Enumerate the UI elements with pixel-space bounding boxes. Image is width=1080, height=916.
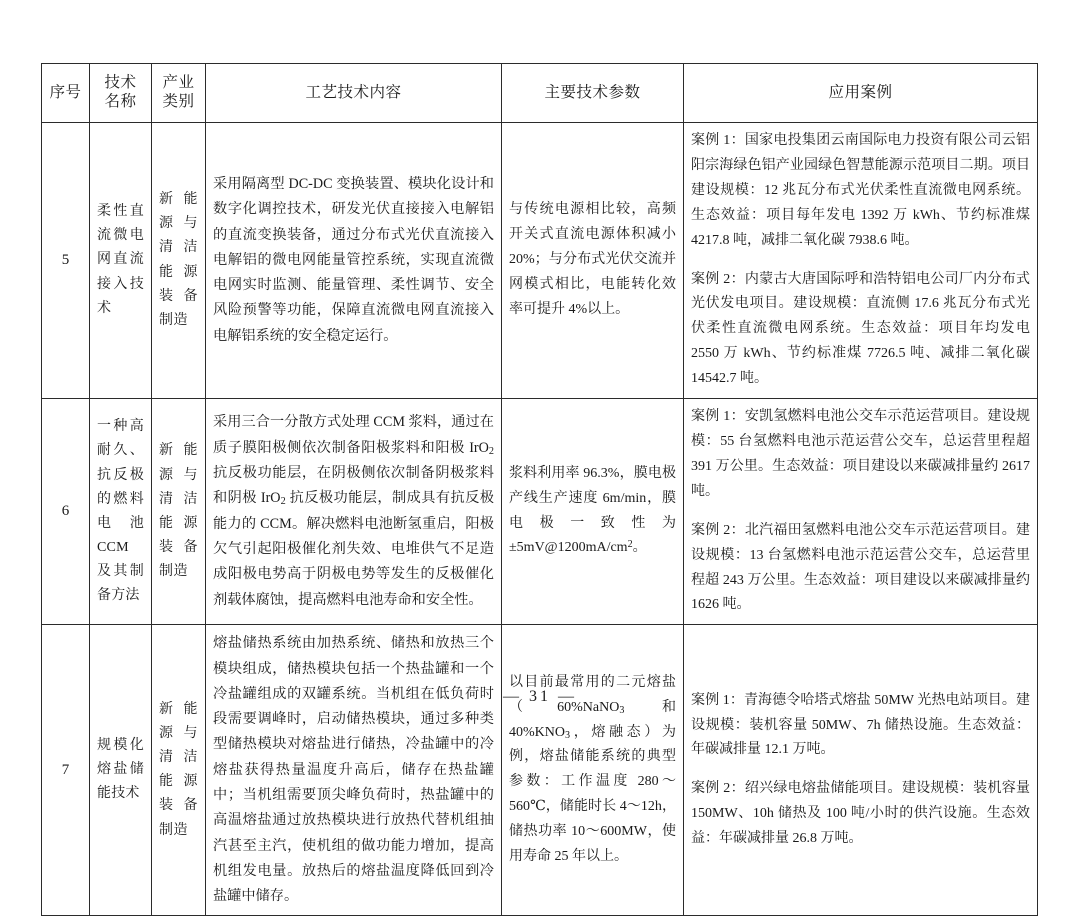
row-index-cell: 5: [42, 123, 90, 399]
tech-name-text: 规模化熔盐储能技术: [97, 738, 144, 802]
row-industry-category-cell: [152, 625, 206, 916]
row-tech-content-cell: 采用三合一分散方式处理 CCM 浆料，通过在质子膜阳极侧依次制备阳极浆料和阳极 IrO$_2$ 抗反极功能层，在阴极侧依次制备阴极浆料和阴极 IrO$_2$ 抗反极功能层，制成具有抗反极能力的 CCM。解决燃料电池断氢重启，阳极欠气引起阳极催化剂失效、电堆供气不足造成阳极电势高于阴极电势等发生的反极催化剂载体腐蚀，提高燃料电池寿命和安全性。: [206, 399, 502, 625]
row-industry-category-cell: [152, 399, 206, 625]
column-header-industry-category-line2: 类别: [162, 93, 195, 110]
row-application-cases-cell: [684, 625, 1038, 916]
column-header-tech-content-line1: 工艺技术内容: [305, 83, 402, 101]
table-row: [42, 625, 1038, 916]
industry-category-text: 新能源与清洁能源装备制造: [159, 192, 198, 328]
column-header-industry-category: [152, 64, 206, 123]
column-header-tech-content: [206, 64, 502, 123]
row-tech-name-cell: [90, 625, 152, 916]
column-header-tech-name: [90, 64, 152, 123]
table-row: [42, 123, 1038, 399]
tech-name-text: 柔性直流微电网直流接入技术: [97, 204, 144, 316]
column-header-tech-name-line1: 技术: [104, 74, 137, 92]
row-tech-content-cell: 采用隔离型 DC-DC 变换装置、模块化设计和数字化调控技术，研发光伏直接接入电解铝的直流变换装备，通过分布式光伏直流接入电解铝的微电网能量管控系统，实现直流微电网实时监测、能量管理、柔性调节、安全风险预警等功能，保障直流微电网直流接入电解铝系统的安全稳定运行。: [206, 123, 502, 399]
application-case-item: 案例 2：内蒙古大唐国际呼和浩特铝电公司厂内分布式光伏发电项目。建设规模：直流侧 17.6 兆瓦分布式光伏柔性直流微电网系统。生态效益：项目年均发电 2550 万 kWh、节约标准煤 7726.5 吨、减排二氧化碳 14542.7 吨。: [691, 271, 1030, 387]
row-index-cell: 6: [42, 399, 90, 625]
row-industry-category-cell: [152, 123, 206, 399]
table-body: [42, 123, 1038, 916]
column-header-index: [42, 64, 90, 123]
industry-category-text: 新能源与清洁能源装备制造: [159, 443, 198, 579]
row-application-cases-cell: [684, 399, 1038, 625]
table-header-row: [42, 64, 1038, 123]
row-key-parameters-cell: 与传统电源相比较，高频开关式直流电源体积减小 20%；与分布式光伏交流并网模式相比，电能转化效率可提升 4%以上。: [502, 123, 684, 399]
row-index-cell: 7: [42, 625, 90, 916]
row-key-parameters-cell: 浆料利用率 96.3%，膜电极产线生产速度 6m/min，膜电极一致性为$\pm 5mV@1200mA/cm^2$。: [502, 399, 684, 625]
industry-category-text: 新能源与清洁能源装备制造: [159, 702, 198, 838]
column-header-index-line1: 序号: [49, 83, 82, 101]
table-header: [42, 64, 1038, 123]
application-case-item: 案例 1：安凯氢燃料电池公交车示范运营项目。建设规模：55 台氢燃料电池示范运营公交车，总运营里程超 391 万公里。生态效益：项目建设以来碳减排量约 2617 吨。: [691, 409, 1030, 499]
row-application-cases-cell: [684, 123, 1038, 399]
column-header-key-parameters: [502, 64, 684, 123]
tech-name-text: 一种高耐久、抗反极的燃料电池 CCM 及其制备方法: [97, 419, 144, 603]
table-row: [42, 399, 1038, 625]
application-case-item: 案例 1：青海德令哈塔式熔盐 50MW 光热电站项目。建设规模：装机容量 50MW、7h 储热设施。生态效益：年碳减排量 12.1 万吨。: [691, 692, 1030, 758]
column-header-application-cases-line1: 应用案例: [828, 83, 893, 101]
application-case-item: 案例 2：北汽福田氢燃料电池公交车示范运营项目。建设规模：13 台氢燃料电池示范运营公交车，总运营里程超 243 万公里。生态效益：项目建设以来碳减排量约 1626 吨。: [691, 522, 1030, 613]
column-header-application-cases: [684, 64, 1038, 123]
column-header-key-parameters-line1: 主要技术参数: [544, 83, 641, 101]
application-case-item: 案例 1：国家电投集团云南国际电力投资有限公司云铝阳宗海绿色铝产业园绿色智慧能源示范项目二期。项目建设规模：12 兆瓦分布式光伏柔性直流微电网系统。生态效益：项目每年发电 1392 万 kWh、节约标准煤 4217.8 吨，减排二氧化碳 7938.6 吨。: [691, 133, 1030, 248]
column-header-industry-category-line1: 产业: [162, 74, 195, 92]
row-tech-content-cell: 熔盐储热系统由加热系统、储热和放热三个模块组成，储热模块包括一个热盐罐和一个冷盐罐组成的双罐系统。当机组在低负荷时段需要调峰时，启动储热模块，通过多种类型储热模块对熔盐进行储热，冷盐罐中的冷熔盐获得热量温度升高后，储存在热盐罐中；当机组需要顶尖峰负荷时，热盐罐中的高温熔盐通过放热模块进行放热代替机组抽汽甚至主汽，使机组的做功能力增加，提高机组发电量。放热后的熔盐温度降低回到冷盐罐中储存。: [206, 625, 502, 916]
row-tech-name-cell: [90, 123, 152, 399]
page-number: — 31 —: [503, 688, 577, 705]
technology-catalog-table: [41, 63, 1038, 916]
row-tech-name-cell: [90, 399, 152, 625]
column-header-tech-name-line2: 名称: [104, 93, 137, 110]
application-case-item: 案例 2：绍兴绿电熔盐储能项目。建设规模：装机容量 150MW、10h 储热及 100 吨/小时的供汽设施。生态效益：年碳减排量 26.8 万吨。: [691, 781, 1030, 847]
row-key-parameters-cell: 以目前最常用的二元熔盐（60%NaNO$_3$ 和 $40\%KNO_3$，熔融态）为例，熔盐储能系统的典型参数：工作温度 280～560℃，储能时长 4～12h，储热功率 10～600MW，使用寿命 25 年以上。: [502, 625, 684, 916]
